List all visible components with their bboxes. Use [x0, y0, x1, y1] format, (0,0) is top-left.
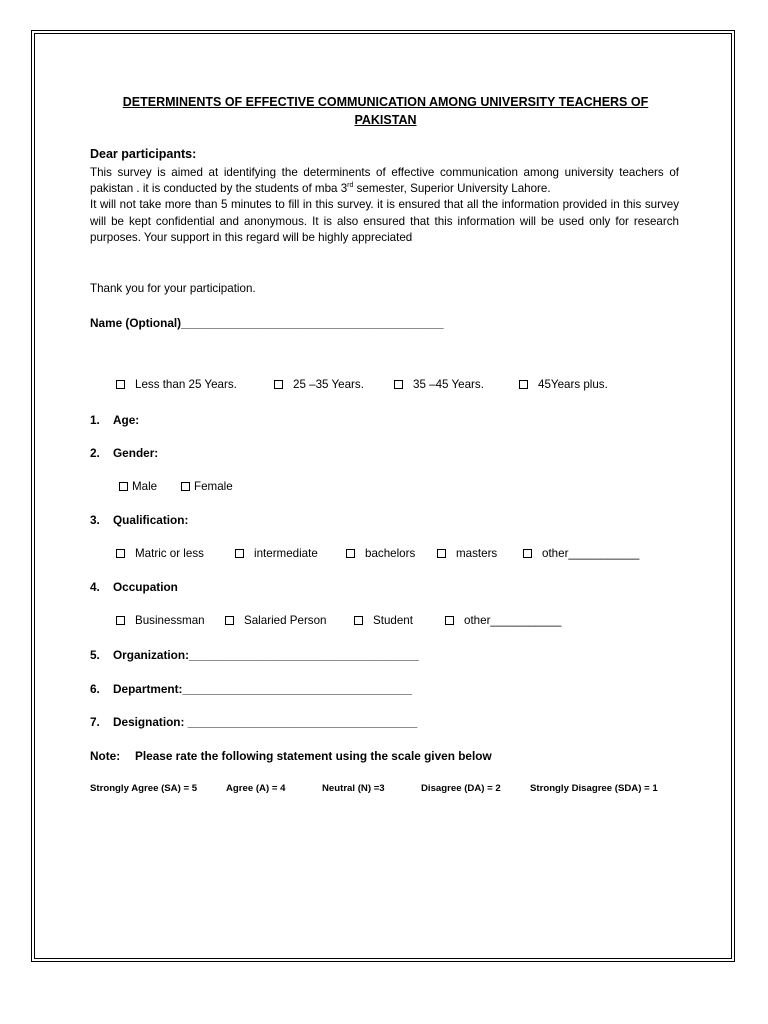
- checkbox-icon[interactable]: [354, 616, 363, 625]
- qualification-options: [0, 547, 768, 563]
- checkbox-icon[interactable]: [346, 549, 355, 558]
- scale-disagree: Disagree (DA) = 2: [421, 783, 501, 794]
- checkbox-icon[interactable]: [225, 616, 234, 625]
- scale-strongly-disagree: Strongly Disagree (SDA) = 1: [530, 783, 658, 794]
- occupation-option-businessman[interactable]: Businessman: [116, 614, 205, 627]
- qualification-option-bachelors[interactable]: bachelors: [346, 547, 415, 560]
- question-designation[interactable]: 7. Designation: ___________________________________: [90, 715, 418, 729]
- checkbox-icon[interactable]: [181, 482, 190, 491]
- question-qualification: 3. Qualification:: [90, 513, 189, 527]
- scale-strongly-agree: Strongly Agree (SA) = 5: [90, 783, 198, 794]
- question-occupation: 4. Occupation: [90, 580, 178, 594]
- qualification-option-matric[interactable]: Matric or less: [116, 547, 204, 560]
- occupation-option-other[interactable]: other___________: [445, 614, 561, 627]
- gender-options: [0, 480, 768, 496]
- checkbox-icon[interactable]: [519, 380, 528, 389]
- age-option-35-45[interactable]: 35 –45 Years.: [394, 378, 484, 391]
- checkbox-icon[interactable]: [445, 616, 454, 625]
- gender-option-male[interactable]: Male: [119, 480, 157, 493]
- age-option-under-25[interactable]: Less than 25 Years.: [116, 378, 237, 391]
- checkbox-icon[interactable]: [437, 549, 446, 558]
- question-organization[interactable]: 5. Organization:___________________________________: [90, 648, 419, 662]
- age-options: [0, 378, 768, 394]
- qualification-option-other[interactable]: other___________: [523, 547, 639, 560]
- occupation-option-salaried[interactable]: Salaried Person: [225, 614, 327, 627]
- checkbox-icon[interactable]: [116, 549, 125, 558]
- qualification-option-intermediate[interactable]: intermediate: [235, 547, 318, 560]
- salutation: Dear participants:: [90, 147, 197, 161]
- occupation-option-student[interactable]: Student: [354, 614, 413, 627]
- intro-paragraph: This survey is aimed at identifying the determinents of effective communication among university teachers of pakistan . it is conducted by the students of mba 3rd semester, Superior University Lahore. It will not take more than 5 minutes to fill in this survey. it is ensured that all the information provided in this survey will be kept confidential and anonymous. It is also ensured that this information will be used only for research purposes. Your support in this regard will be highly appreciated: [90, 166, 679, 244]
- question-age: 1. Age:: [90, 413, 140, 427]
- name-field[interactable]: Name (Optional)________________________________________: [90, 316, 444, 330]
- checkbox-icon[interactable]: [116, 380, 125, 389]
- thank-you-text: Thank you for your participation.: [90, 282, 256, 295]
- age-option-45-plus[interactable]: 45Years plus.: [519, 378, 608, 391]
- question-gender: 2. Gender:: [90, 446, 159, 460]
- scale-neutral: Neutral (N) =3: [322, 783, 385, 794]
- checkbox-icon[interactable]: [235, 549, 244, 558]
- occupation-options: [0, 614, 768, 630]
- scale-agree: Agree (A) = 4: [226, 783, 286, 794]
- checkbox-icon[interactable]: [119, 482, 128, 491]
- checkbox-icon[interactable]: [116, 616, 125, 625]
- gender-option-female[interactable]: Female: [181, 480, 233, 493]
- rating-note: Note: Please rate the following statement using the scale given below: [90, 749, 492, 763]
- checkbox-icon[interactable]: [523, 549, 532, 558]
- document-title: DETERMINENTS OF EFFECTIVE COMMUNICATION AMONG UNIVERSITY TEACHERS OF PAKISTAN: [122, 95, 649, 127]
- age-option-25-35[interactable]: 25 –35 Years.: [274, 378, 364, 391]
- qualification-option-masters[interactable]: masters: [437, 547, 497, 560]
- question-department[interactable]: 6. Department:___________________________________: [90, 682, 413, 696]
- checkbox-icon[interactable]: [394, 380, 403, 389]
- checkbox-icon[interactable]: [274, 380, 283, 389]
